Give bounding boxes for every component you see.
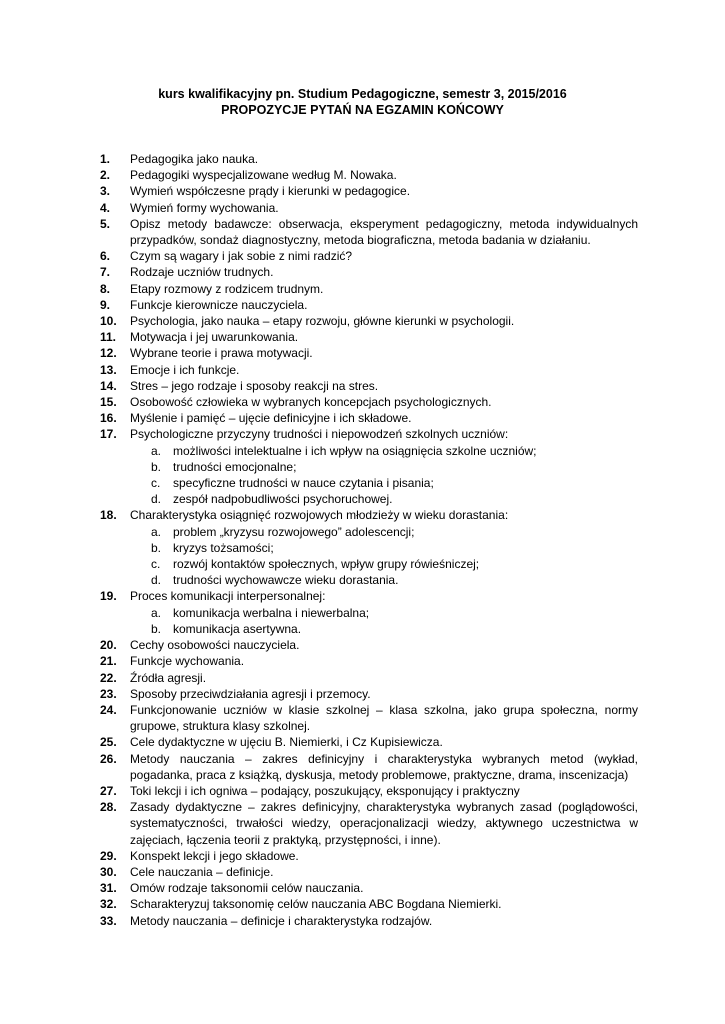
question-number: 17. bbox=[100, 427, 117, 442]
question-number: 25. bbox=[100, 735, 117, 750]
sub-item-letter: c. bbox=[151, 557, 161, 572]
list-item bbox=[100, 167, 638, 183]
question-text: Wymień współczesne prądy i kierunki w pedagogice. bbox=[130, 184, 411, 199]
question-number: 3. bbox=[100, 184, 111, 199]
question-number: 27. bbox=[100, 783, 117, 798]
question-number: 29. bbox=[100, 848, 117, 863]
sub-item bbox=[100, 556, 638, 572]
list-item bbox=[100, 734, 638, 750]
sub-item bbox=[100, 572, 638, 588]
list-item bbox=[100, 345, 638, 361]
question-text: Funkcje kierownicze nauczyciela. bbox=[130, 297, 308, 312]
question-number: 2. bbox=[100, 168, 111, 183]
list-item bbox=[100, 783, 638, 799]
list-item bbox=[100, 183, 638, 199]
question-number: 23. bbox=[100, 686, 117, 701]
question-text: Metody nauczania – zakres definicyjny i charakterystyka wybranych metod (wykład, pogadanka, praca z książką, dyskusja, metody problemowe, praktyczne, drama, inscenizacja) bbox=[130, 751, 638, 782]
list-item bbox=[100, 264, 638, 280]
question-number: 13. bbox=[100, 362, 117, 377]
sub-item bbox=[100, 524, 638, 540]
sub-item-text: trudności emocjonalne; bbox=[173, 459, 297, 474]
sub-item bbox=[100, 605, 638, 621]
question-number: 33. bbox=[100, 913, 117, 928]
question-text: Zasady dydaktyczne – zakres definicyjny, charakterystyka wybranych zasad (poglądowości, systematyczności, trwałości wiedzy, operacjonalizacji wiedzy, aktywnego uczestnictwa w zajęciach, łączenia teorii z praktyką, przystępności, i inne). bbox=[130, 800, 638, 847]
list-item bbox=[100, 848, 638, 864]
question-text: Czym są wagary i jak sobie z nimi radzić? bbox=[130, 249, 353, 264]
question-list bbox=[100, 151, 638, 929]
question-number: 20. bbox=[100, 638, 117, 653]
question-number: 6. bbox=[100, 249, 111, 264]
sub-item bbox=[100, 621, 638, 637]
sub-item bbox=[100, 443, 638, 459]
list-item bbox=[100, 297, 638, 313]
question-text: Cele nauczania – definicje. bbox=[130, 864, 274, 879]
question-number: 11. bbox=[100, 330, 117, 345]
question-text: Cechy osobowości nauczyciela. bbox=[130, 638, 300, 653]
question-number: 21. bbox=[100, 654, 117, 669]
list-item bbox=[100, 329, 638, 345]
question-text: Proces komunikacji interpersonalnej: bbox=[130, 589, 326, 604]
list-item bbox=[100, 588, 638, 604]
question-text: Charakterystyka osiągnięć rozwojowych młodzieży w wieku dorastania: bbox=[130, 508, 509, 523]
sub-item-text: kryzys tożsamości; bbox=[173, 540, 274, 555]
list-item bbox=[100, 313, 638, 329]
sub-item-letter: a. bbox=[151, 605, 162, 620]
list-item bbox=[100, 686, 638, 702]
list-item bbox=[100, 799, 638, 848]
question-number: 7. bbox=[100, 265, 111, 280]
question-text: Źródła agresji. bbox=[130, 670, 207, 685]
question-number: 32. bbox=[100, 897, 117, 912]
question-number: 8. bbox=[100, 281, 111, 296]
sub-item bbox=[100, 475, 638, 491]
question-number: 5. bbox=[100, 216, 111, 231]
sub-item-text: rozwój kontaktów społecznych, wpływ grupy rówieśniczej; bbox=[173, 557, 480, 572]
list-item bbox=[100, 896, 638, 912]
question-text: Pedagogika jako nauka. bbox=[130, 152, 259, 166]
sub-item-text: trudności wychowawcze wieku dorastania. bbox=[173, 573, 399, 588]
list-item bbox=[100, 507, 638, 523]
list-item bbox=[100, 378, 638, 394]
list-item bbox=[100, 216, 638, 248]
list-item bbox=[100, 394, 638, 410]
question-text: Emocje i ich funkcje. bbox=[130, 362, 240, 377]
list-item bbox=[100, 362, 638, 378]
sub-item-text: możliwości intelektualne i ich wpływ na osiągnięcia szkolne uczniów; bbox=[173, 443, 537, 458]
question-number: 22. bbox=[100, 670, 117, 685]
document-header bbox=[0, 86, 725, 118]
list-item bbox=[100, 281, 638, 297]
list-item bbox=[100, 864, 638, 880]
sub-item-letter: b. bbox=[151, 540, 162, 555]
course-title: kurs kwalifikacyjny pn. Studium Pedagogiczne, semestr 3, 2015/2016 bbox=[158, 87, 567, 101]
sub-item bbox=[100, 459, 638, 475]
question-number: 9. bbox=[100, 297, 111, 312]
question-text: Metody nauczania – definicje i charakterystyka rodzajów. bbox=[130, 913, 433, 928]
list-item bbox=[100, 637, 638, 653]
question-number: 12. bbox=[100, 346, 117, 361]
question-text: Etapy rozmowy z rodzicem trudnym. bbox=[130, 281, 324, 296]
question-text: Wymień formy wychowania. bbox=[130, 200, 279, 215]
question-number: 1. bbox=[100, 152, 111, 166]
question-text: Myślenie i pamięć – ujęcie definicyjne i ich składowe. bbox=[130, 411, 412, 426]
question-number: 15. bbox=[100, 395, 117, 410]
list-item bbox=[100, 248, 638, 264]
sub-item-letter: b. bbox=[151, 621, 162, 636]
question-number: 30. bbox=[100, 864, 117, 879]
sub-item-letter: d. bbox=[151, 573, 162, 588]
question-number: 18. bbox=[100, 508, 117, 523]
question-text: Cele dydaktyczne w ujęciu B. Niemierki, i Cz Kupisiewicza. bbox=[130, 735, 443, 750]
question-text: Wybrane teorie i prawa motywacji. bbox=[130, 346, 313, 361]
question-number: 4. bbox=[100, 200, 111, 215]
sub-item bbox=[100, 491, 638, 507]
sub-item-letter: a. bbox=[151, 524, 162, 539]
question-number: 19. bbox=[100, 589, 117, 604]
question-text: Sposoby przeciwdziałania agresji i przemocy. bbox=[130, 686, 371, 701]
question-number: 16. bbox=[100, 411, 117, 426]
question-text: Motywacja i jej uwarunkowania. bbox=[130, 330, 299, 345]
question-text: Omów rodzaje taksonomii celów nauczania. bbox=[130, 881, 364, 896]
question-text: Rodzaje uczniów trudnych. bbox=[130, 265, 274, 280]
sub-item-text: zespół nadpobudliwości psychoruchowej. bbox=[173, 492, 393, 507]
question-number: 14. bbox=[100, 378, 117, 393]
list-item bbox=[100, 913, 638, 929]
question-text: Konspekt lekcji i jego składowe. bbox=[130, 848, 299, 863]
sub-item-letter: a. bbox=[151, 443, 162, 458]
sub-item bbox=[100, 540, 638, 556]
sub-item-text: komunikacja asertywna. bbox=[173, 621, 302, 636]
question-text: Psychologiczne przyczyny trudności i niepowodzeń szkolnych uczniów: bbox=[130, 427, 509, 442]
question-text: Pedagogiki wyspecjalizowane według M. Nowaka. bbox=[130, 168, 397, 183]
question-text: Opisz metody badawcze: obserwacja, eksperyment pedagogiczny, metoda indywidualnych przypadków, sondaż diagnostyczny, metoda biograficzna, metoda badania w działaniu. bbox=[130, 216, 638, 248]
question-text: Toki lekcji i ich ogniwa – podający, poszukujący, eksponujący i praktyczny bbox=[130, 783, 520, 798]
list-item bbox=[100, 410, 638, 426]
list-item bbox=[100, 653, 638, 669]
list-item bbox=[100, 880, 638, 896]
question-number: 28. bbox=[100, 800, 117, 815]
sub-item-text: specyficzne trudności w nauce czytania i pisania; bbox=[173, 476, 434, 491]
sub-item-text: komunikacja werbalna i niewerbalna; bbox=[173, 605, 370, 620]
list-item bbox=[100, 200, 638, 216]
question-number: 26. bbox=[100, 751, 117, 766]
list-item bbox=[100, 702, 638, 734]
question-text: Funkcjonowanie uczniów w klasie szkolnej – klasa szkolna, jako grupa społeczna, normy grupowe, struktura klasy szkolnej. bbox=[130, 702, 638, 734]
sub-item-text: problem „kryzysu rozwojowego” adolescencji; bbox=[173, 524, 415, 539]
sub-item-letter: d. bbox=[151, 492, 162, 507]
question-text: Stres – jego rodzaje i sposoby reakcji na stres. bbox=[130, 378, 379, 393]
sub-item-letter: c. bbox=[151, 476, 161, 491]
exam-title: PROPOZYCJE PYTAŃ NA EGZAMIN KOŃCOWY bbox=[221, 103, 504, 117]
question-text: Scharakteryzuj taksonomię celów nauczania ABC Bogdana Niemierki. bbox=[130, 897, 502, 912]
list-item bbox=[100, 151, 638, 167]
list-item bbox=[100, 426, 638, 442]
question-number: 10. bbox=[100, 314, 117, 329]
sub-item-letter: b. bbox=[151, 459, 162, 474]
list-item bbox=[100, 670, 638, 686]
question-number: 24. bbox=[100, 702, 117, 717]
question-number: 31. bbox=[100, 881, 117, 896]
question-text: Funkcje wychowania. bbox=[130, 654, 245, 669]
question-text: Osobowość człowieka w wybranych koncepcjach psychologicznych. bbox=[130, 395, 492, 410]
question-text: Psychologia, jako nauka – etapy rozwoju, główne kierunki w psychologii. bbox=[130, 314, 515, 329]
list-item bbox=[100, 751, 638, 783]
